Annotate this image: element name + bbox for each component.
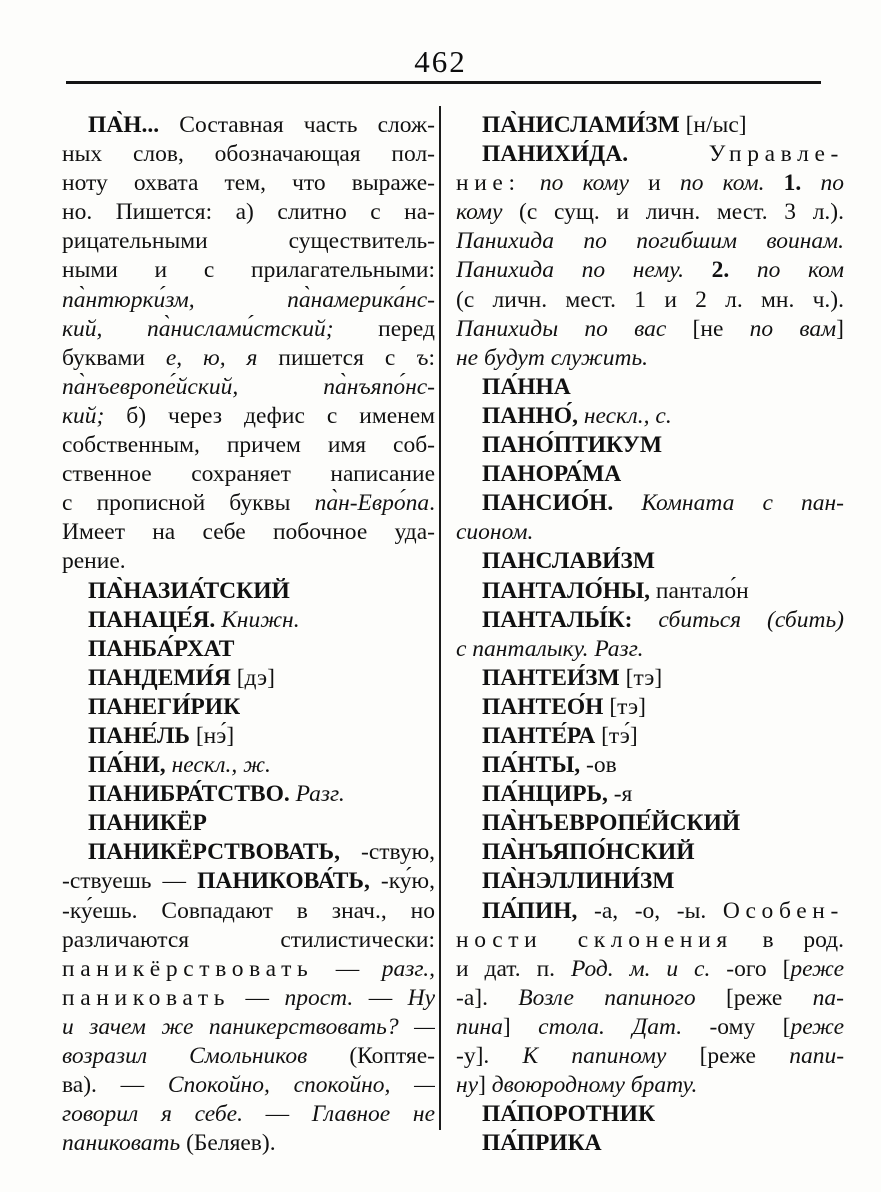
text-segment: -а]. — [456, 984, 519, 1011]
text-segment: Ну — [407, 984, 435, 1011]
text-segment: Составная часть слож- — [159, 112, 435, 138]
entry-line — [456, 751, 844, 780]
text-segment: ПАНТАЛО́НЫ, — [482, 577, 651, 604]
entry-line — [62, 635, 435, 664]
text-segment: рицательными существитель- — [62, 228, 435, 255]
text-segment: паниковать — [62, 1130, 181, 1157]
text-segment: ПА̀НИСЛАМИ́ЗМ — [482, 112, 680, 138]
text-segment: (с сущ. и личн. мест. 3 л.). — [502, 199, 844, 226]
text-segment: ние: — [456, 170, 521, 197]
text-line — [62, 169, 435, 198]
text-segment: па- — [812, 984, 844, 1011]
text-line — [62, 1129, 435, 1158]
text-segment: ] — [836, 315, 844, 342]
text-segment: [тэ] — [619, 664, 663, 691]
text-line — [62, 256, 435, 285]
text-segment: в род. — [732, 926, 844, 953]
text-segment: и зачем же паникерствовать? — — [62, 1013, 435, 1040]
text-segment: ПА́ПИН, — [482, 897, 578, 924]
text-segment: 1. — [764, 170, 802, 197]
text-segment: ПА́ННА — [482, 373, 571, 400]
text-segment: по — [801, 170, 844, 197]
text-segment: пина — [456, 1013, 503, 1040]
text-segment: -я — [607, 781, 633, 808]
text-segment: рение. — [62, 548, 126, 575]
text-segment: ПА̀НЭЛЛИНИ́ЗМ — [482, 868, 675, 895]
text-segment: ПА̀НАЗИА́ТСКИЙ — [88, 577, 290, 604]
text-segment: Управле- — [708, 141, 844, 168]
text-line — [62, 140, 435, 169]
entry-line — [62, 838, 435, 867]
text-segment: -ку́ешь. Совпадают в знач., но — [62, 897, 435, 924]
entry-line — [456, 809, 844, 838]
text-segment: папи- — [789, 1043, 844, 1069]
text-line — [62, 547, 435, 576]
entry-line — [62, 111, 435, 140]
text-line — [62, 402, 435, 431]
text-segment: паникёрствовать — [62, 955, 314, 982]
text-segment: нескл., ж. — [165, 752, 271, 779]
text-segment: ПА́НИ, — [88, 752, 166, 779]
text-line — [62, 1013, 435, 1042]
text-segment: Спокойно, спокойно, — — [167, 1072, 435, 1099]
text-segment: ПА́ПОРОТНИК — [482, 1101, 655, 1128]
entry-line — [456, 140, 844, 169]
text-segment: Книжн. — [215, 606, 300, 633]
text-line — [62, 518, 435, 547]
text-segment: говорил я себе. — [62, 1101, 243, 1128]
text-segment: не будут служить. — [456, 344, 649, 371]
text-segment: б) через дефис с именем — [104, 402, 435, 429]
text-segment: по ком — [729, 257, 844, 284]
text-line — [456, 198, 844, 227]
text-line — [456, 256, 844, 285]
text-segment: -ого [ — [710, 955, 791, 982]
entry-line — [456, 547, 844, 576]
text-line — [62, 867, 435, 896]
text-segment: пантало́н — [650, 577, 749, 604]
text-segment: (Беляев). — [180, 1130, 276, 1157]
text-segment: нескл., с. — [577, 402, 672, 429]
entry-line — [456, 867, 844, 896]
text-segment: [тэ́] — [595, 722, 638, 749]
text-segment: ПАННО́, — [482, 402, 578, 429]
text-segment: ПА́ПРИКА — [482, 1130, 602, 1157]
column-divider — [439, 106, 441, 1130]
text-segment: — — [242, 1101, 312, 1128]
left-column — [62, 111, 435, 1158]
entry-line — [456, 693, 844, 722]
text-line — [62, 431, 435, 460]
text-segment: ПАНТЕИ́ЗМ — [482, 664, 620, 691]
text-segment: паниковать — [62, 984, 231, 1011]
text-segment: ПА́НЦИРЬ, — [482, 781, 608, 808]
text-segment: реже — [790, 1013, 844, 1040]
text-line — [456, 1013, 844, 1042]
text-segment: с прописной буквы — [62, 490, 315, 517]
text-segment: -а, -о, -ы. — [577, 897, 723, 924]
entry-line — [456, 1129, 844, 1158]
text-segment: . — [429, 490, 435, 517]
text-segment: ПАНИКЁР — [88, 810, 207, 837]
right-column — [456, 111, 844, 1158]
entry-line — [62, 751, 435, 780]
text-segment: Особен- — [722, 897, 844, 924]
entry-line — [62, 577, 435, 606]
text-segment: кому — [456, 199, 503, 226]
text-line — [62, 489, 435, 518]
text-segment: па̀нъевропе́йский, па̀нъяпо́нс- — [62, 373, 435, 400]
text-segment: па̀н-Евро́па — [314, 490, 430, 517]
entry-line — [456, 664, 844, 693]
entry-line — [62, 606, 435, 635]
text-line — [456, 518, 844, 547]
text-line — [456, 286, 844, 315]
text-line — [456, 344, 844, 373]
entry-line — [456, 722, 844, 751]
text-segment: ПАНО́ПТИКУМ — [482, 432, 663, 459]
text-line — [62, 315, 435, 344]
text-line — [62, 897, 435, 926]
text-segment: -ов — [580, 752, 617, 779]
text-segment: собственным, причем имя соб- — [62, 432, 435, 459]
text-line — [456, 984, 844, 1013]
text-segment: е, ю, я — [165, 344, 258, 371]
text-segment: -ку́ю, — [369, 868, 435, 895]
text-line — [62, 460, 435, 489]
entry-line — [456, 897, 844, 926]
text-segment: ПАНИКОВА́ТЬ, — [197, 868, 370, 895]
text-segment: Панихида по нему. — [456, 257, 685, 284]
entry-line — [456, 1100, 844, 1129]
text-segment: ] — [478, 1072, 492, 1099]
text-segment: сионом. — [456, 519, 534, 546]
entry-line — [456, 606, 844, 635]
text-segment: : — [428, 344, 435, 371]
text-segment: по ком. — [679, 170, 765, 197]
entry-line — [62, 809, 435, 838]
entry-line — [62, 722, 435, 751]
text-line — [62, 1071, 435, 1100]
text-segment: но. Пишется: а) слитно с на- — [62, 199, 435, 226]
text-line — [456, 315, 844, 344]
text-segment: прост. — [284, 984, 354, 1011]
text-segment: [н/ыс] — [679, 112, 747, 138]
text-segment: [тэ] — [603, 693, 646, 720]
text-segment: ПА̀НЪЕВРОПЕ́ЙСКИЙ — [482, 810, 741, 837]
text-segment: кий; — [62, 402, 105, 429]
text-segment: и дат. п. — [456, 955, 571, 982]
entry-line — [456, 373, 844, 402]
text-segment: ПА̀НЪЯПО́НСКИЙ — [482, 839, 695, 866]
text-segment: ственное сохраняет написание — [62, 461, 435, 488]
text-segment: — — [313, 955, 382, 982]
entry-line — [456, 780, 844, 809]
text-segment: сбиться (сбить) — [632, 606, 844, 633]
text-segment: ПАНТЕ́РА — [482, 722, 596, 749]
text-line — [62, 344, 435, 373]
text-segment: пишется с — [257, 344, 417, 371]
text-segment: двоюродному брату. — [491, 1072, 698, 1099]
text-segment: ну — [456, 1072, 479, 1099]
entry-line — [456, 838, 844, 867]
text-segment: и — [628, 170, 680, 197]
text-segment: ПАНИБРА́ТСТВО. — [88, 781, 290, 808]
text-segment: различаются стилистически: — [62, 926, 435, 953]
text-segment: Разг. — [289, 781, 345, 808]
text-segment: ПАНАЦЕ́Я. — [88, 606, 216, 633]
text-segment: (Коптяе- — [307, 1043, 435, 1069]
text-segment: [не — [666, 315, 750, 342]
text-segment: Имеет на себе побочное уда- — [62, 519, 435, 546]
entry-line — [456, 402, 844, 431]
text-segment: [реже — [666, 1043, 790, 1069]
text-segment: Возле папиного — [518, 984, 696, 1011]
text-segment: ными и с прилагательными: — [62, 257, 435, 284]
text-line — [456, 227, 844, 256]
entry-line — [456, 577, 844, 606]
text-segment: — — [230, 984, 285, 1011]
text-segment: (с личн. мест. 1 и 2 л. мн. ч.). — [456, 286, 844, 313]
entry-line — [456, 489, 844, 518]
text-line — [62, 373, 435, 402]
text-segment: ПА́НТЫ, — [482, 752, 581, 779]
text-line — [62, 227, 435, 256]
text-segment: па̀нтюрки́зм, па̀намерика́нс- — [62, 286, 435, 313]
text-segment: -ому [ — [682, 1013, 791, 1040]
text-segment: кий, па̀нислами́стский; — [62, 315, 334, 342]
text-line — [62, 926, 435, 955]
text-line — [456, 169, 844, 198]
text-segment: — — [353, 984, 408, 1011]
text-line — [456, 926, 844, 955]
text-line — [62, 955, 435, 984]
text-segment: разг., — [381, 955, 435, 982]
text-line — [62, 198, 435, 227]
text-segment: -у]. — [456, 1043, 523, 1069]
text-line — [62, 984, 435, 1013]
text-line — [456, 955, 844, 984]
text-segment: ности склонения — [456, 926, 733, 953]
text-segment: стола. Дат. — [538, 1013, 683, 1040]
text-segment: ПАНСИО́Н. — [482, 490, 614, 517]
text-line — [456, 1042, 844, 1071]
text-segment: [дэ] — [230, 664, 275, 691]
text-segment: Главное не — [311, 1101, 435, 1128]
text-line — [456, 1071, 844, 1100]
text-segment: ПАНТЕО́Н — [482, 693, 604, 720]
text-segment: по кому — [520, 170, 629, 197]
text-line — [62, 286, 435, 315]
entry-line — [62, 664, 435, 693]
text-segment: ПАНОРА́МА — [482, 461, 622, 488]
header-rule — [66, 81, 821, 84]
text-segment: [нэ́] — [189, 722, 235, 749]
text-segment: ПАНИХИ́ДА. — [482, 141, 709, 168]
text-segment: [реже — [695, 984, 813, 1011]
entry-line — [456, 460, 844, 489]
text-segment: буквами — [62, 344, 166, 371]
text-segment: реже — [790, 955, 844, 982]
text-segment: ПАНЕГИ́РИК — [88, 693, 241, 720]
text-segment: ва). — — [62, 1072, 168, 1099]
text-segment: ПАНДЕМИ́Я — [88, 664, 231, 691]
page-number: 462 — [414, 44, 467, 79]
entry-line — [62, 780, 435, 809]
text-segment: ПАНИКЁРСТВОВАТЬ, — [88, 839, 340, 866]
text-segment: ъ — [416, 344, 429, 371]
text-segment: -ствую, — [339, 839, 435, 866]
text-segment: перед — [333, 315, 435, 342]
text-line — [62, 1100, 435, 1129]
text-segment: ных слов, обозначающая пол- — [62, 141, 435, 168]
text-line — [62, 1042, 435, 1071]
text-segment: Комната с пан- — [613, 490, 844, 517]
text-segment: Панихиды по вас — [456, 315, 667, 342]
text-segment: ПАНБА́РХАТ — [88, 635, 235, 662]
entry-line — [62, 693, 435, 722]
text-segment: ] — [502, 1013, 539, 1040]
text-segment: Панихида по погибшим воинам. — [456, 228, 844, 255]
text-segment: по вам — [749, 315, 837, 342]
text-segment: ПАНТАЛЫ́К: — [482, 606, 633, 633]
text-segment: ПАНСЛАВИ́ЗМ — [482, 548, 655, 575]
text-segment: -ствуешь — — [62, 868, 198, 895]
text-segment: 2. — [684, 257, 730, 284]
entry-line — [456, 431, 844, 460]
text-segment: К папиному — [522, 1043, 667, 1069]
text-segment: Род. м. и с. — [570, 955, 711, 982]
text-segment: возразил Смольников — [62, 1043, 308, 1069]
text-line — [456, 635, 844, 664]
text-segment: ноту охвата тем, что выраже- — [62, 170, 435, 197]
text-segment: ПАНЕ́ЛЬ — [88, 722, 190, 749]
entry-line — [456, 111, 844, 140]
text-segment: ПА̀Н... — [88, 112, 160, 138]
text-segment: с панталыку. Разг. — [456, 635, 644, 662]
